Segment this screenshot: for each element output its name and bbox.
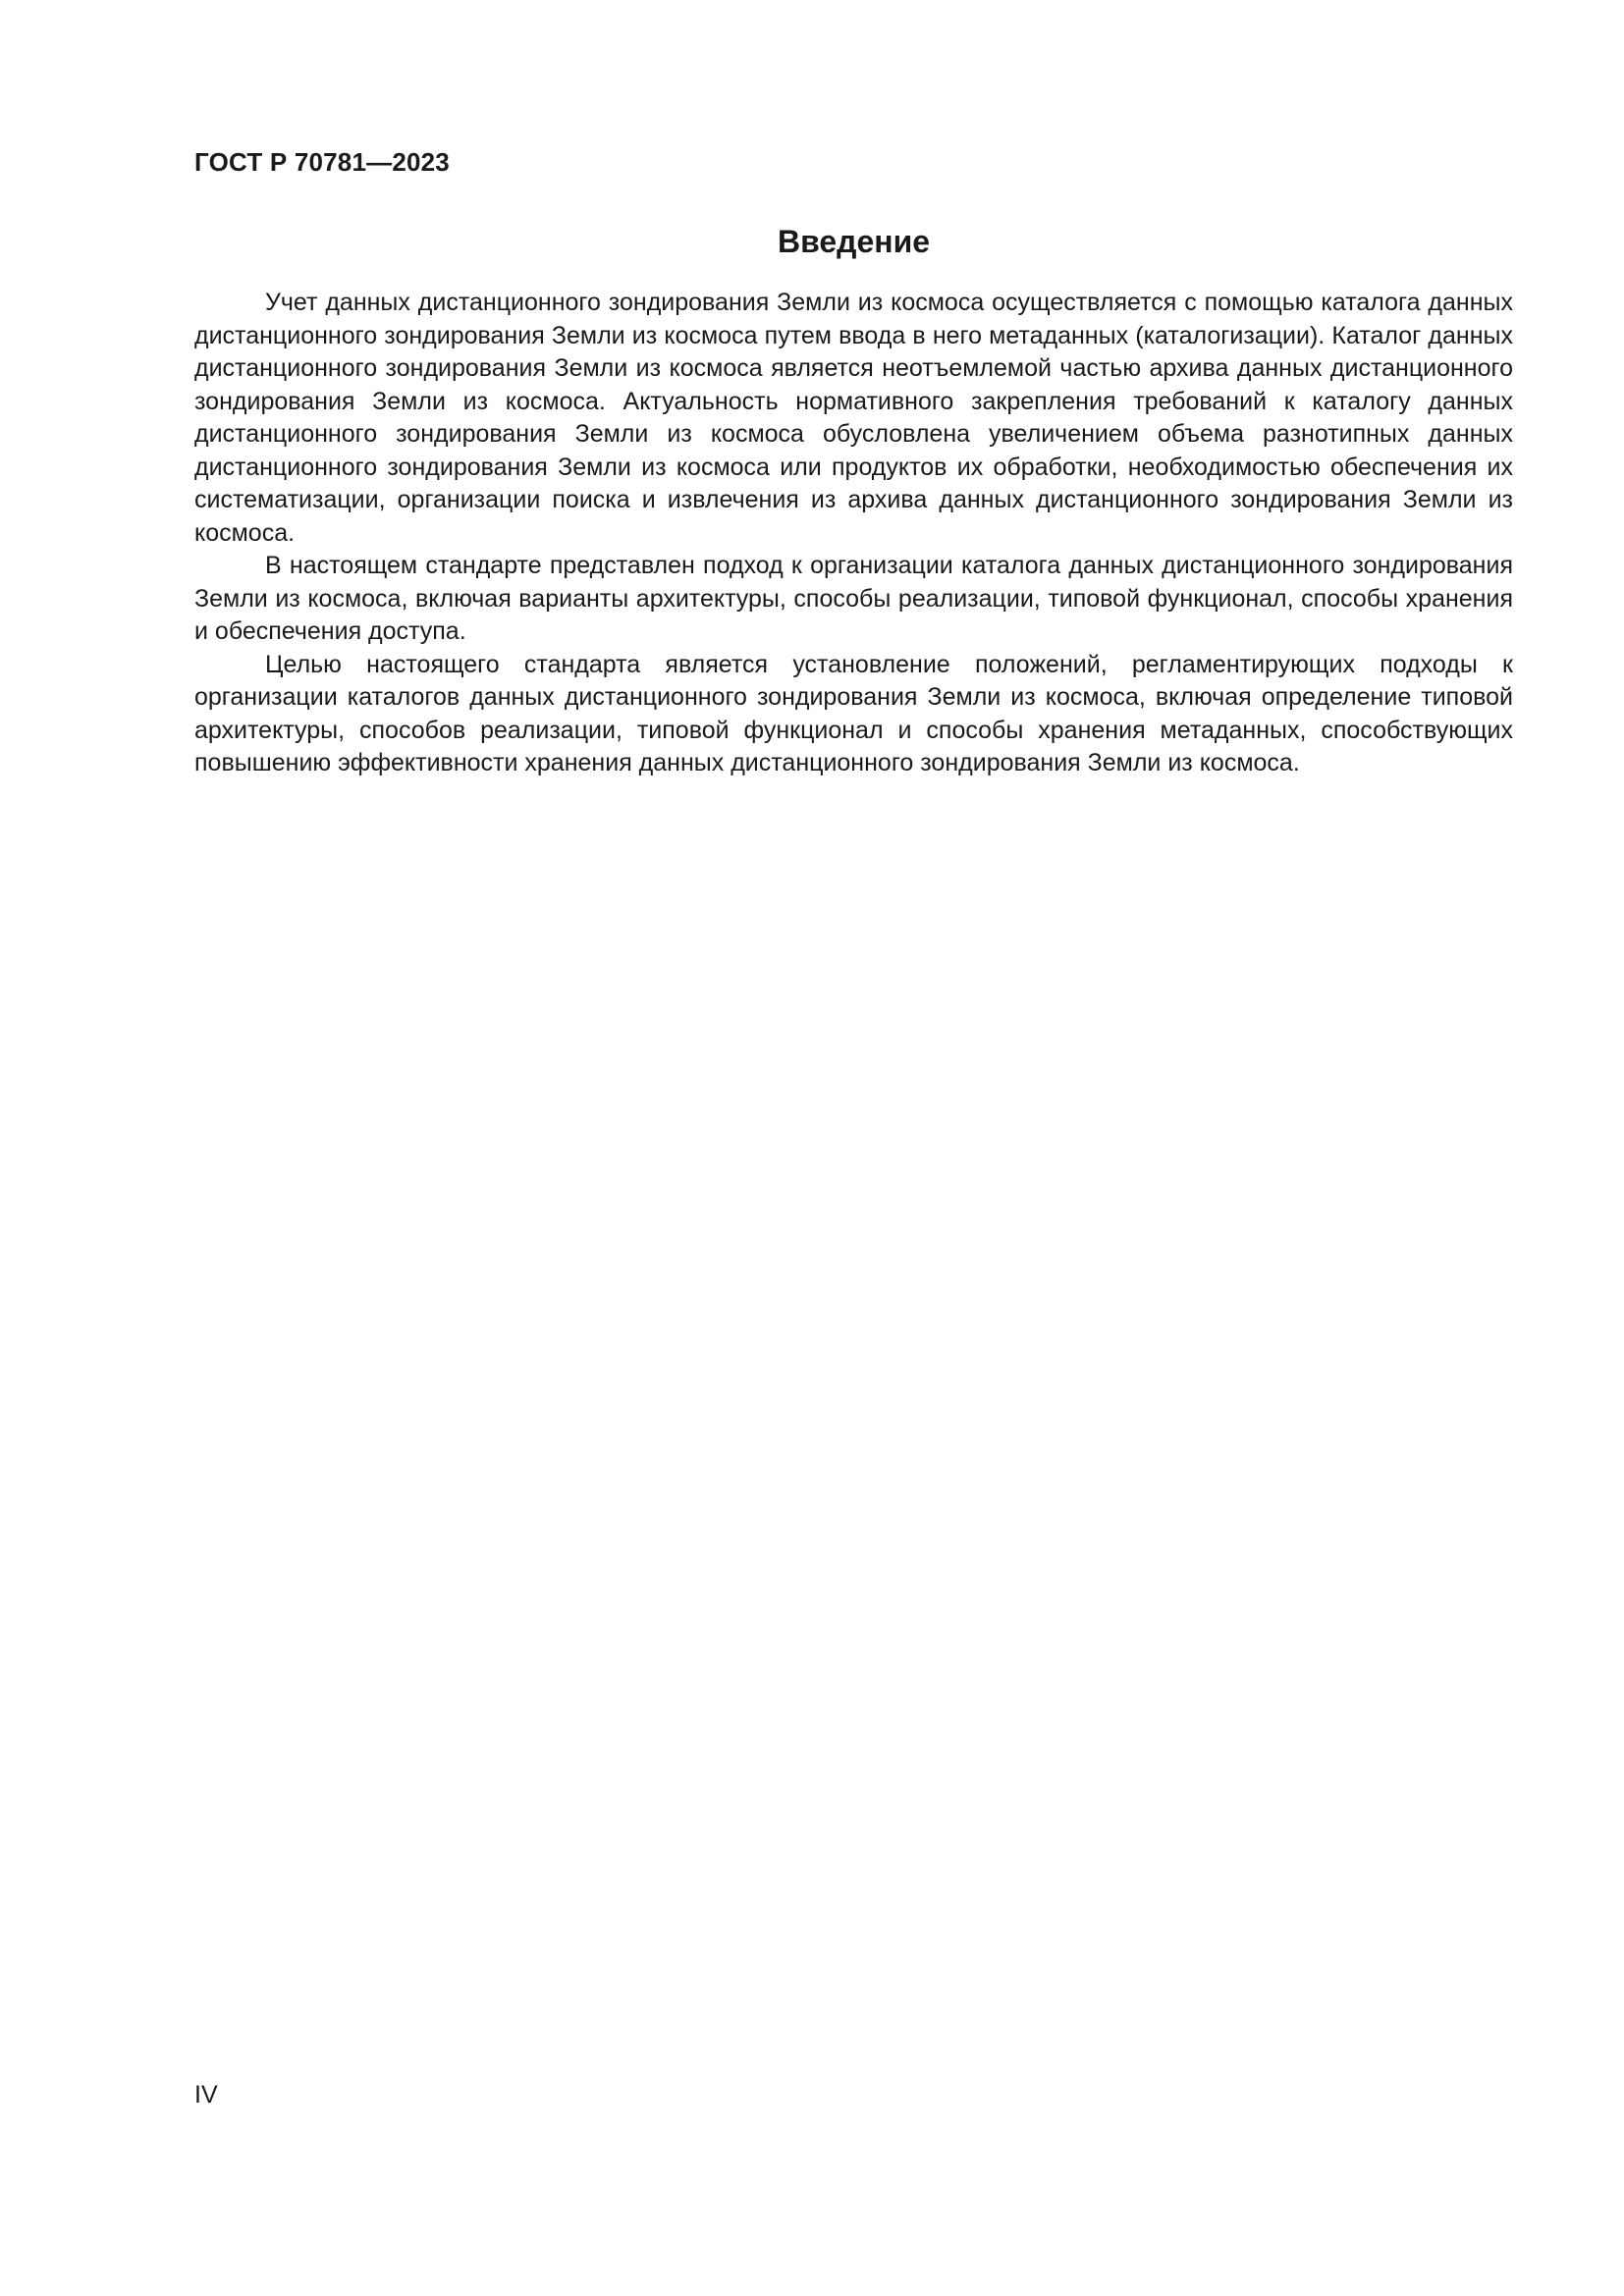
paragraph-3: Целью настоящего стандарта является установление положений, регламентирующих подходы к организации каталогов данных дистанционного зондирования Земли из космоса, включая определение типовой архитектуры, способов реализации, типовой функционал и способы хранения метаданных, способствующих повышению эффективности хранения данных дистанционного зондирования Земли из космоса. [194,650,1513,776]
paragraph-1: Учет данных дистанционного зондирования Земли из космоса осуществляется с помощью каталога данных дистанционного зондирования Земли из космоса путем ввода в него метаданных (каталогизации). Каталог данных дистанционного зондирования Земли из космоса является неотъемлемой частью архива данных дистанционного зондирования Земли из космоса. Актуальность нормативного закрепления требований к каталогу данных дистанционного зондирования Земли из космоса обусловлена увеличением объема разнотипных данных дистанционного зондирования Земли из космоса или продуктов их обработки, необходимостью обеспечения их систематизации, организации поиска и извлечения из архива данных дистанционного зондирования Земли из космоса. [194,289,1513,547]
paragraph-2: В настоящем стандарте представлен подход к организации каталога данных дистанционного зондирования Земли из космоса, включая варианты архитектуры, способы реализации, типовой функционал, способы хранения и обеспечения доступа. [194,552,1513,645]
document-header: ГОСТ Р 70781—2023 [194,147,450,177]
section-title: Введение [777,224,931,259]
body-text [194,287,1513,780]
page-number: IV [194,2081,218,2109]
